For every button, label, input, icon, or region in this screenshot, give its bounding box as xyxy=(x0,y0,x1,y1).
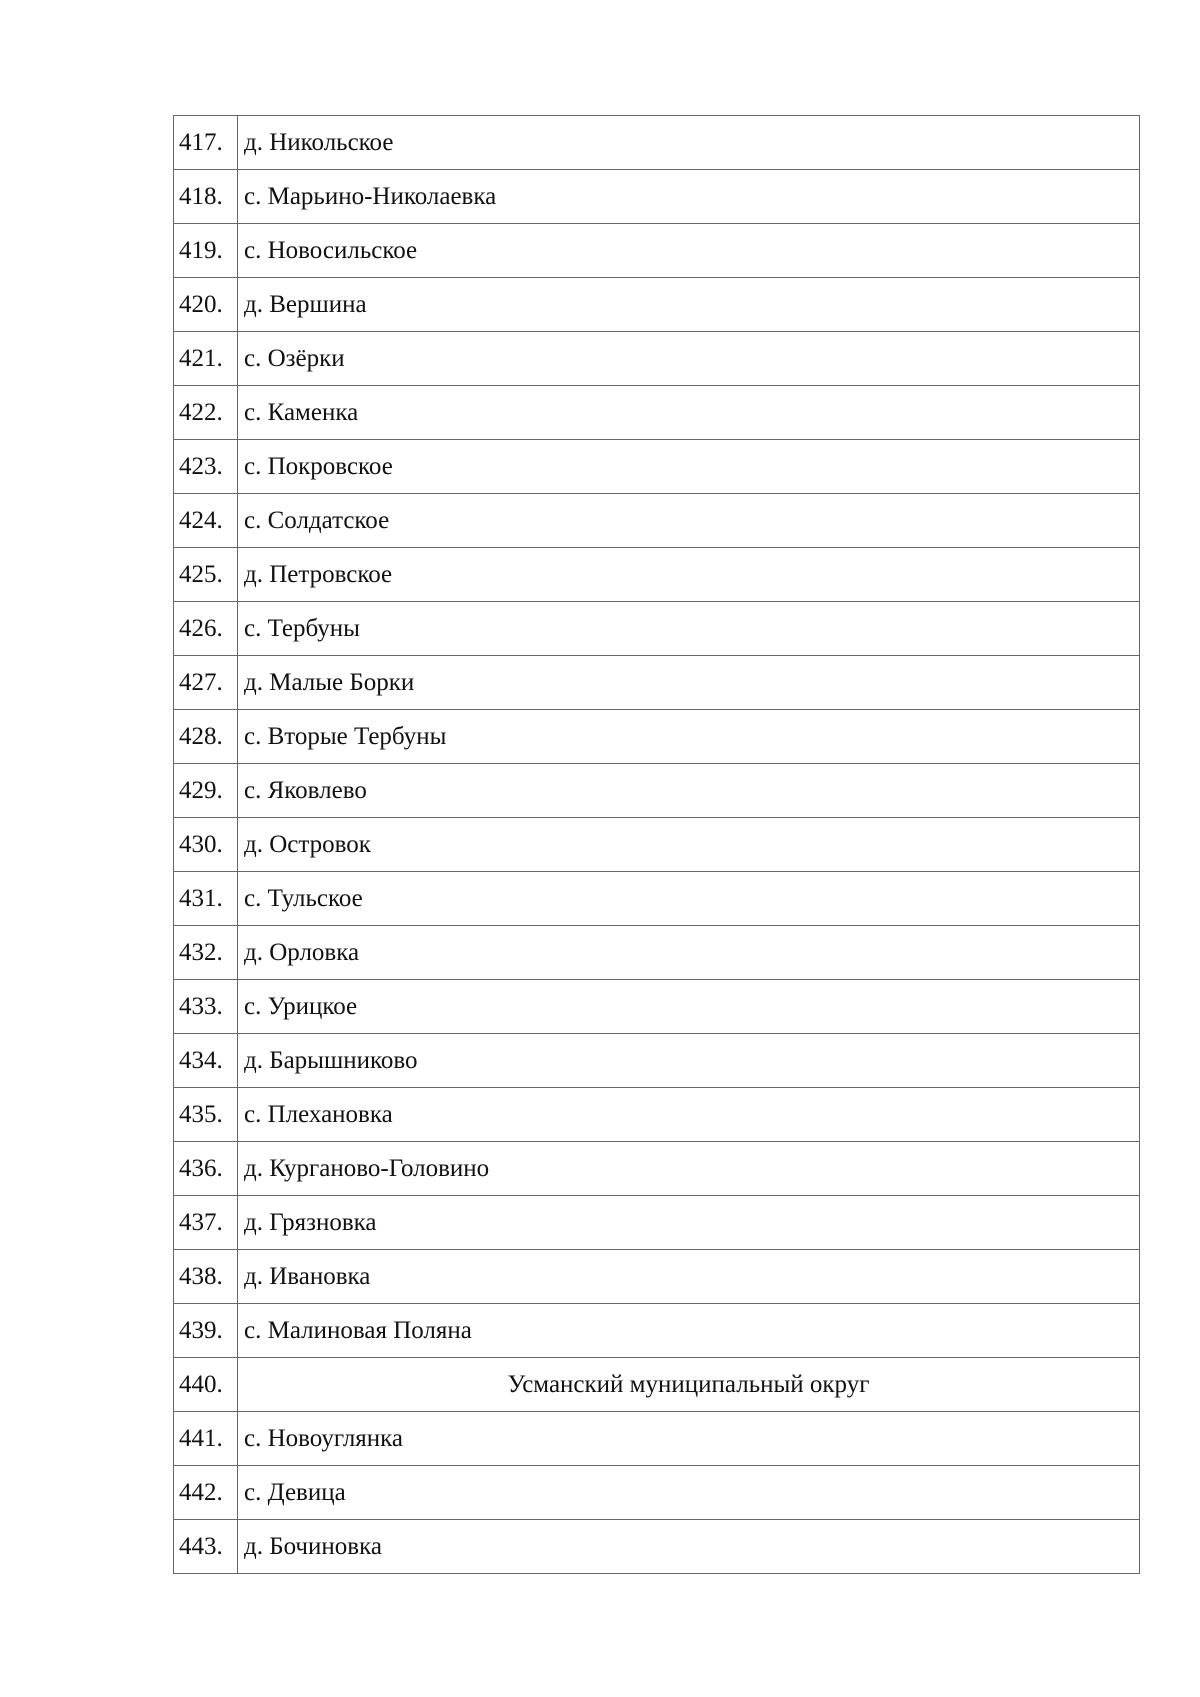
settlement-name-cell: д. Никольское xyxy=(238,116,1140,170)
table-body xyxy=(174,116,1140,1574)
table-row xyxy=(174,332,1140,386)
table-row xyxy=(174,1250,1140,1304)
row-number-cell: 440. xyxy=(174,1358,238,1412)
settlements-table xyxy=(173,115,1140,1574)
settlement-name-cell: с. Тульское xyxy=(238,872,1140,926)
row-number-cell: 427. xyxy=(174,656,238,710)
district-heading-cell: Усманский муниципальный округ xyxy=(238,1358,1140,1412)
table-row xyxy=(174,1412,1140,1466)
settlement-name-cell: д. Грязновка xyxy=(238,1196,1140,1250)
table-row xyxy=(174,386,1140,440)
table-row xyxy=(174,494,1140,548)
settlement-name-cell: д. Барышниково xyxy=(238,1034,1140,1088)
row-number-cell: 435. xyxy=(174,1088,238,1142)
row-number-cell: 418. xyxy=(174,170,238,224)
row-number-cell: 439. xyxy=(174,1304,238,1358)
row-number-cell: 424. xyxy=(174,494,238,548)
settlement-name-cell: с. Покровское xyxy=(238,440,1140,494)
table-row xyxy=(174,1034,1140,1088)
settlement-name-cell: д. Островок xyxy=(238,818,1140,872)
table-row xyxy=(174,980,1140,1034)
table-row xyxy=(174,926,1140,980)
settlement-name-cell: с. Озёрки xyxy=(238,332,1140,386)
settlement-name-cell: с. Урицкое xyxy=(238,980,1140,1034)
settlement-name-cell: д. Малые Борки xyxy=(238,656,1140,710)
table-row xyxy=(174,1142,1140,1196)
row-number-cell: 417. xyxy=(174,116,238,170)
row-number-cell: 438. xyxy=(174,1250,238,1304)
table-row xyxy=(174,116,1140,170)
row-number-cell: 443. xyxy=(174,1520,238,1574)
row-number-cell: 429. xyxy=(174,764,238,818)
row-number-cell: 431. xyxy=(174,872,238,926)
row-number-cell: 421. xyxy=(174,332,238,386)
row-number-cell: 432. xyxy=(174,926,238,980)
settlement-name-cell: с. Девица xyxy=(238,1466,1140,1520)
settlement-name-cell: с. Малиновая Поляна xyxy=(238,1304,1140,1358)
table-row xyxy=(174,710,1140,764)
row-number-cell: 426. xyxy=(174,602,238,656)
settlement-name-cell: с. Плехановка xyxy=(238,1088,1140,1142)
table-row xyxy=(174,764,1140,818)
table-row xyxy=(174,1304,1140,1358)
settlement-name-cell: с. Новосильское xyxy=(238,224,1140,278)
row-number-cell: 442. xyxy=(174,1466,238,1520)
table-row xyxy=(174,656,1140,710)
settlement-name-cell: д. Курганово-Головино xyxy=(238,1142,1140,1196)
settlement-name-cell: д. Вершина xyxy=(238,278,1140,332)
table-row xyxy=(174,224,1140,278)
table-row xyxy=(174,818,1140,872)
table-row xyxy=(174,440,1140,494)
row-number-cell: 437. xyxy=(174,1196,238,1250)
row-number-cell: 433. xyxy=(174,980,238,1034)
settlement-name-cell: с. Марьино-Николаевка xyxy=(238,170,1140,224)
table-row xyxy=(174,278,1140,332)
table-row xyxy=(174,602,1140,656)
settlement-name-cell: с. Каменка xyxy=(238,386,1140,440)
settlement-name-cell: с. Тербуны xyxy=(238,602,1140,656)
table-row xyxy=(174,548,1140,602)
row-number-cell: 422. xyxy=(174,386,238,440)
table-row xyxy=(174,1196,1140,1250)
row-number-cell: 436. xyxy=(174,1142,238,1196)
table-row xyxy=(174,872,1140,926)
settlement-name-cell: д. Ивановка xyxy=(238,1250,1140,1304)
table-row xyxy=(174,1088,1140,1142)
row-number-cell: 430. xyxy=(174,818,238,872)
row-number-cell: 423. xyxy=(174,440,238,494)
table-row xyxy=(174,170,1140,224)
row-number-cell: 441. xyxy=(174,1412,238,1466)
table-row xyxy=(174,1358,1140,1412)
row-number-cell: 420. xyxy=(174,278,238,332)
settlement-name-cell: д. Орловка xyxy=(238,926,1140,980)
settlement-name-cell: с. Яковлево xyxy=(238,764,1140,818)
table-row xyxy=(174,1520,1140,1574)
row-number-cell: 428. xyxy=(174,710,238,764)
settlement-name-cell: с. Вторые Тербуны xyxy=(238,710,1140,764)
row-number-cell: 419. xyxy=(174,224,238,278)
settlement-name-cell: с. Солдатское xyxy=(238,494,1140,548)
row-number-cell: 434. xyxy=(174,1034,238,1088)
table-row xyxy=(174,1466,1140,1520)
settlement-name-cell: д. Бочиновка xyxy=(238,1520,1140,1574)
row-number-cell: 425. xyxy=(174,548,238,602)
settlement-name-cell: д. Петровское xyxy=(238,548,1140,602)
settlement-name-cell: с. Новоуглянка xyxy=(238,1412,1140,1466)
